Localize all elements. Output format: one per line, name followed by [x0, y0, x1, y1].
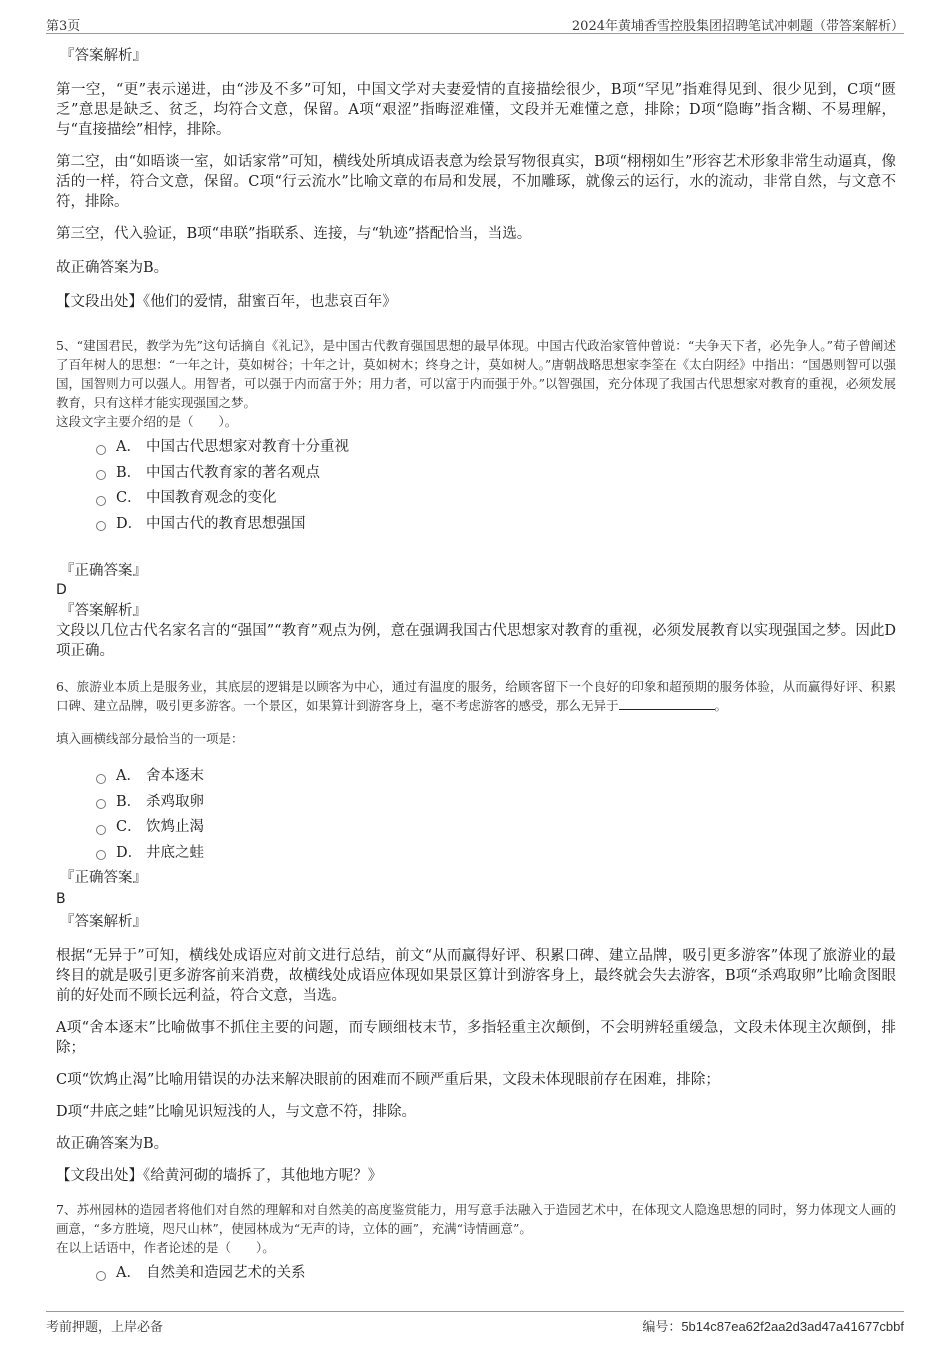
q6-stem-end: 。: [714, 698, 728, 713]
q6-analysis-paragraph: C项“饮鸩止渴”比喻用错误的办法来解决眼前的困难而不顾严重后果，文段未体现眼前存在困难，排除；: [56, 1072, 720, 1088]
q5-analysis-label: 『答案解析』: [60, 603, 147, 619]
option-key: A．: [116, 439, 141, 455]
option-key: A．: [116, 1265, 141, 1281]
footer-code-label: 编号：: [642, 1320, 682, 1335]
page-content: [56, 46, 896, 1287]
option-text: 饮鸩止渴: [146, 819, 204, 835]
q5-stem: 5、“建国君民，教学为先”这句话摘自《礼记》，是中国古代教育强国思想的最早体现。中国古代政治家管仲曾说：“夫争天下者，必先争人。”荀子曾阐述了百年树人的思想：“一年之计，莫如树谷；十年之计，莫如树木；终身之计，莫如树人。”唐朝战略思想家李筌在《太白阴经》中指出：“国愚则智可以强国，国智则力可以强人。用智者，可以强于内而富于外；用力者，可以富于内而强于外。”以智强国，充分体现了我国古代思想家对教育的重视，必须发展教育，只有这样才能实现强国之梦。: [56, 338, 896, 410]
q6-answer-label: 『正确答案』: [60, 870, 147, 886]
option-text: 中国教育观念的变化: [146, 490, 277, 506]
option-text: 舍本逐末: [146, 768, 204, 784]
q6-option-b[interactable]: [96, 790, 896, 816]
q4-source: [56, 292, 896, 312]
option-key: B．: [116, 464, 142, 481]
radio-icon[interactable]: [96, 1271, 106, 1281]
q4-source-text: 《他们的爱情，甜蜜百年，也悲哀百年》: [143, 294, 397, 310]
option-key: D．: [116, 844, 143, 861]
q5-option-b[interactable]: [96, 461, 896, 487]
page-header: [46, 13, 904, 34]
option-text: 自然美和造园艺术的关系: [146, 1265, 306, 1281]
q5-prompt: 这段文字主要介绍的是（ ）。: [56, 414, 238, 429]
q4-analysis-label: 『答案解析』: [60, 48, 147, 64]
q5-option-a[interactable]: [96, 435, 896, 461]
q6-option-d[interactable]: [96, 841, 896, 867]
q6-option-c[interactable]: [96, 815, 896, 841]
q6-source-text: 《给黄河砌的墙拆了，其他地方呢？》: [143, 1168, 383, 1184]
q6-analysis-paragraph: A项“舍本逐末”比喻做事不抓住主要的问题，而专顾细枝末节，多指轻重主次颠倒，不会明辨轻重缓急，文段未体现主次颠倒，排除；: [56, 1020, 896, 1056]
option-text: 中国古代教育家的著名观点: [146, 464, 320, 481]
option-key: A．: [116, 768, 141, 784]
option-key: C．: [116, 819, 142, 835]
q6-prompt: 填入画横线部分最恰当的一项是：: [56, 731, 244, 746]
q7-prompt: 在以上话语中，作者论述的是（ ）。: [56, 1240, 275, 1255]
document-title: 2024年黄埔香雪控股集团招聘笔试冲刺题（带答案解析）: [571, 19, 904, 34]
q5-analysis: 文段以几位古代名家名言的“强国”“教育”观点为例，意在强调我国古代思想家对教育的重视，必须发展教育以实现强国之梦。因此D项正确。: [56, 623, 896, 659]
q7-options: [96, 1261, 896, 1287]
q6-analysis-label: 『答案解析』: [60, 914, 147, 930]
option-text: 杀鸡取卵: [146, 793, 204, 810]
q6-options: [96, 764, 896, 866]
q7-stem: 7、苏州园林的造园者将他们对自然的理解和对自然美的高度鉴赏能力，用写意手法融入于造园艺术中，在体现文人隐逸思想的同时，努力体现文人画的画意，“多方胜境，咫尺山林”，使园林成为“无声的诗，立体的画”，充满“诗情画意”。: [56, 1202, 896, 1236]
q4-analysis-paragraph: 第二空，由“如晤谈一室，如话家常”可知，横线处所填成语表意为绘景写物很真实，B项“栩栩如生”形容艺术形象非常生动逼真，像活的一样，符合文意，保留。C项“行云流水”比喻文章的布局和发展，不加雕琢，就像云的运行，水的流动，非常自然，与文意不符，排除。: [56, 154, 896, 210]
page-footer: [46, 1311, 904, 1334]
page-number: 第3页: [46, 19, 81, 34]
q6-analysis-conclusion: 故正确答案为B。: [56, 1136, 169, 1152]
q5-option-c[interactable]: [96, 486, 896, 512]
footer-code: [642, 1316, 904, 1335]
q4-analysis-paragraph: 第三空，代入验证，B项“串联”指联系、连接，与“轨迹”搭配恰当，当选。: [56, 226, 532, 242]
option-text: 井底之蛙: [146, 844, 204, 861]
footer-code-value: 5b14c87ea62f2aa2d3ad47a41677cbbf: [681, 1319, 904, 1334]
q5-answer: D: [56, 582, 67, 598]
option-key: D．: [116, 515, 143, 532]
q6-analysis-paragraph: 根据“无异于”可知，横线处成语应对前文进行总结，前文“从而赢得好评、积累口碑、建立品牌，吸引更多游客”体现了旅游业的最终目的就是吸引更多游客前来消费，故横线处成语应体现如果景区算计到游客身上，最终就会失去游客，B项“杀鸡取卵”比喻贪图眼前的好处而不顾长远利益，符合文意，当选。: [56, 948, 896, 1004]
radio-icon[interactable]: [96, 825, 106, 835]
q6-option-a[interactable]: [96, 764, 896, 790]
q5-options: [96, 435, 896, 537]
radio-icon[interactable]: [96, 799, 106, 809]
q5-option-d[interactable]: [96, 512, 896, 538]
option-key: C．: [116, 490, 142, 506]
q5-answer-label: 『正确答案』: [60, 563, 147, 579]
q6-analysis-paragraph: D项“井底之蛙”比喻见识短浅的人，与文意不符，排除。: [56, 1104, 416, 1120]
fill-blank: [619, 697, 715, 710]
radio-icon[interactable]: [96, 470, 106, 480]
q7-option-a[interactable]: [96, 1261, 896, 1287]
radio-icon[interactable]: [96, 850, 106, 860]
option-text: 中国古代的教育思想强国: [146, 515, 306, 532]
radio-icon[interactable]: [96, 774, 106, 784]
q6-source: [56, 1166, 896, 1186]
q4-source-label: 【文段出处】: [56, 294, 143, 310]
q6-stem-text: 6、旅游业本质上是服务业，其底层的逻辑是以顾客为中心，通过有温度的服务，给顾客留下一个良好的印象和超预期的服务体验，从而赢得好评、积累口碑、建立品牌，吸引更多游客。一个景区，如果算计到游客身上，毫不考虑游客的感受，那么无异于: [56, 679, 896, 713]
option-text: 中国古代思想家对教育十分重视: [146, 439, 349, 455]
q6-answer: B: [56, 891, 66, 907]
option-key: B．: [116, 793, 142, 810]
q6-stem: [56, 677, 896, 715]
radio-icon[interactable]: [96, 445, 106, 455]
radio-icon[interactable]: [96, 521, 106, 531]
q6-source-label: 【文段出处】: [56, 1168, 143, 1184]
radio-icon[interactable]: [96, 496, 106, 506]
footer-slogan: 考前押题，上岸必备: [46, 1320, 164, 1335]
q4-analysis-conclusion: 故正确答案为B。: [56, 260, 169, 276]
q4-analysis-paragraph: 第一空，“更”表示递进，由“涉及不多”可知，中国文学对夫妻爱情的直接描绘很少，B项“罕见”指难得见到、很少见到，C项“匮乏”意思是缺乏、贫乏，均符合文意，保留。A项“艰涩”指晦涩难懂，文段并无难懂之意，排除；D项“隐晦”指含糊、不易理解，与“直接描绘”相悖，排除。: [56, 82, 896, 138]
